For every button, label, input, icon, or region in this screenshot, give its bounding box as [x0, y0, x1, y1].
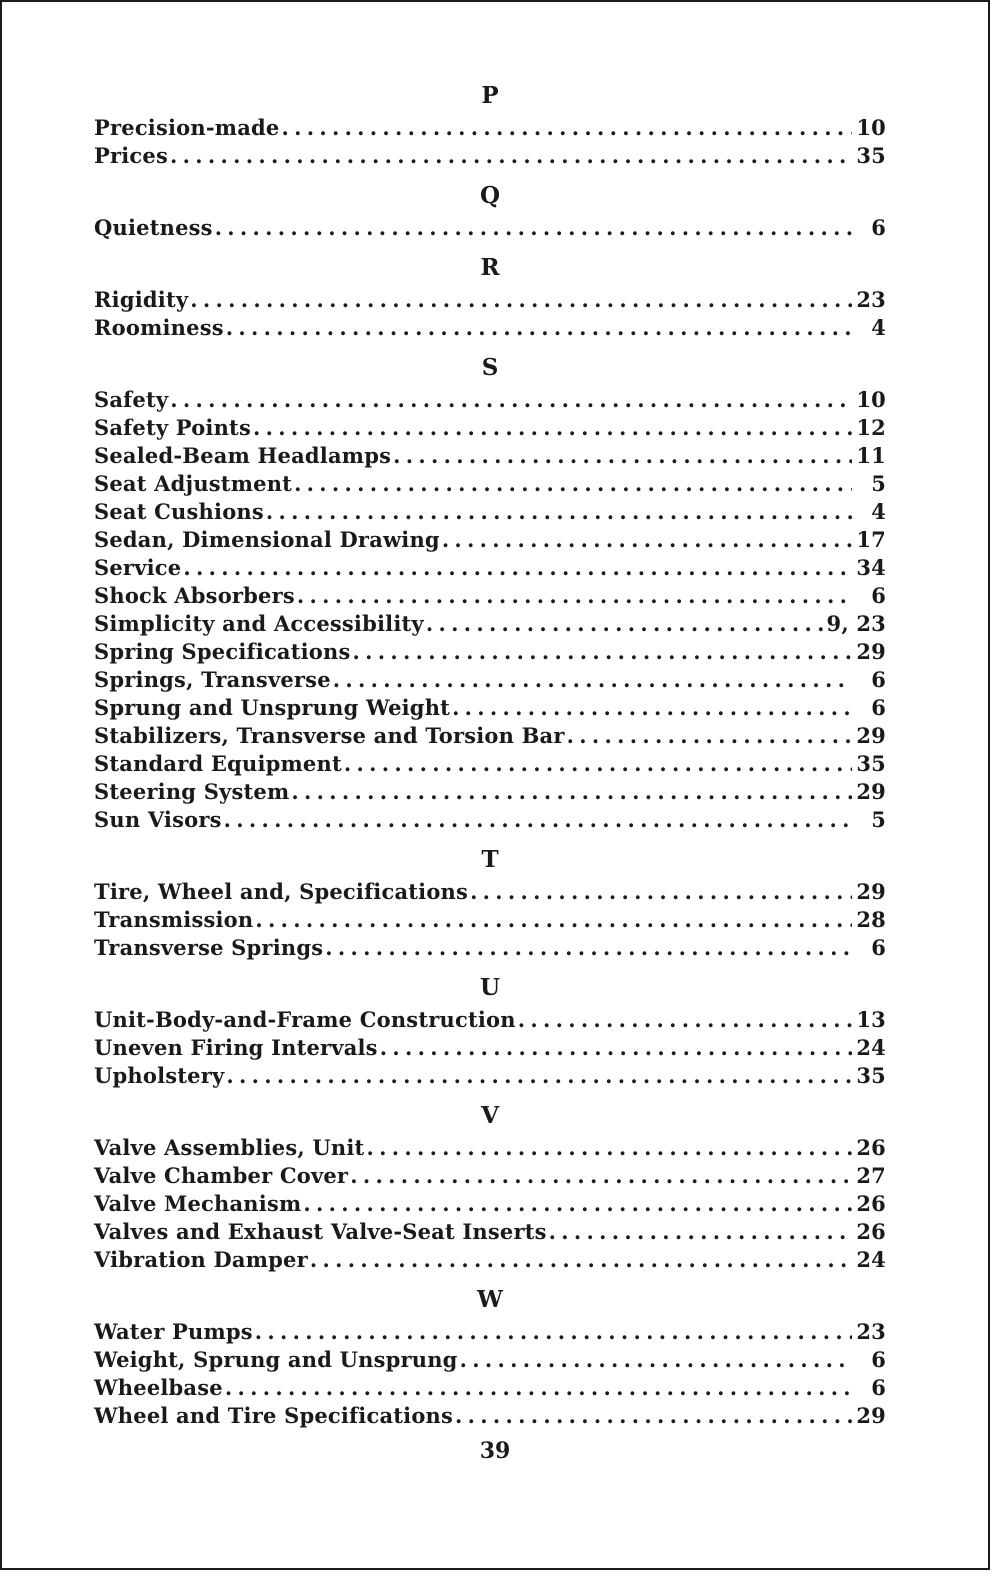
- dot-leader: [393, 442, 852, 470]
- dot-leader: [310, 1246, 852, 1274]
- index-entry-page: 5: [871, 807, 886, 832]
- index-entry-page: 26: [856, 1135, 886, 1160]
- index-entry-term: Safety Points: [94, 415, 251, 440]
- index-entry-page: 27: [856, 1163, 886, 1188]
- index-entry: [94, 638, 886, 666]
- index-entry: [94, 1062, 886, 1090]
- index-entry-term: Sun Visors: [94, 807, 222, 832]
- index-entry-page: 35: [856, 143, 886, 168]
- dot-leader: [518, 1006, 852, 1034]
- index-entry: [94, 1190, 886, 1218]
- index-entry-page: 23: [856, 1319, 886, 1344]
- dot-leader: [224, 806, 852, 834]
- dot-leader: [366, 1134, 852, 1162]
- section-letter-v: V: [481, 1102, 499, 1129]
- index-entry: [94, 694, 886, 722]
- index-entry: [94, 526, 886, 554]
- index-entry-term: Precision-made: [94, 115, 280, 140]
- dot-leader: [253, 414, 852, 442]
- index-entry-page: 17: [856, 527, 886, 552]
- index-entry-page: 6: [871, 1375, 886, 1400]
- dot-leader: [297, 582, 852, 610]
- index-entry: [94, 806, 886, 834]
- section-spacer: [94, 834, 886, 840]
- index-entry-page: 26: [856, 1219, 886, 1244]
- section-spacer: [94, 170, 886, 176]
- index-entry-term: Water Pumps: [94, 1319, 253, 1344]
- index-entry-term: Stabilizers, Transverse and Torsion Bar: [94, 723, 565, 748]
- index-entry: [94, 142, 886, 170]
- dot-leader: [190, 286, 852, 314]
- index-entry-page: 10: [856, 387, 886, 412]
- index-entry-term: Sedan, Dimensional Drawing: [94, 527, 440, 552]
- dot-leader: [333, 666, 852, 694]
- dot-leader: [303, 1190, 852, 1218]
- index-entry-page: 13: [856, 1007, 886, 1032]
- index-entry-term: Valve Chamber Cover: [94, 1163, 349, 1188]
- index-entry-term: Weight, Sprung and Unsprung: [94, 1347, 458, 1372]
- index-entry-page: 26: [856, 1191, 886, 1216]
- index-entry-term: Wheel and Tire Specifications: [94, 1403, 454, 1428]
- section-spacer: [94, 1090, 886, 1096]
- index-entry-term: Wheelbase: [94, 1375, 223, 1400]
- index-entry-page: 9, 23: [826, 611, 886, 636]
- index-entry: [94, 934, 886, 962]
- index-entry-term: Transverse Springs: [94, 935, 324, 960]
- index-entry: [94, 442, 886, 470]
- index-entry-term: Valve Mechanism: [94, 1191, 302, 1216]
- dot-leader: [170, 142, 852, 170]
- index-entry: [94, 386, 886, 414]
- index-entry: [94, 1246, 886, 1274]
- index-entry-page: 34: [856, 555, 886, 580]
- dot-leader: [281, 114, 852, 142]
- index-entry-term: Roominess: [94, 315, 224, 340]
- dot-leader: [255, 1318, 852, 1346]
- index-entry-page: 29: [856, 639, 886, 664]
- dot-leader: [170, 386, 852, 414]
- index-entry: [94, 582, 886, 610]
- index-entry-term: Sprung and Unsprung Weight: [94, 695, 451, 720]
- index-entry-page: 24: [856, 1247, 886, 1272]
- index-entry: [94, 554, 886, 582]
- index-entry-term: Valves and Exhaust Valve-Seat Inserts: [94, 1219, 547, 1244]
- index-entry-term: Seat Adjustment: [94, 471, 293, 496]
- index-entry: [94, 906, 886, 934]
- index-entry-page: 12: [856, 415, 886, 440]
- dot-leader: [325, 934, 852, 962]
- index-entry-term: Standard Equipment: [94, 751, 342, 776]
- section-letter-u: U: [479, 974, 501, 1001]
- section-letter-q: Q: [479, 182, 501, 209]
- index-entry: [94, 1134, 886, 1162]
- index-entry-page: 29: [856, 879, 886, 904]
- index-entry: [94, 470, 886, 498]
- dot-leader: [380, 1034, 852, 1062]
- index-list: [94, 76, 886, 1430]
- index-entry: [94, 666, 886, 694]
- index-entry-page: 28: [856, 907, 886, 932]
- index-entry: [94, 498, 886, 526]
- index-entry: [94, 878, 886, 906]
- index-entry-page: 6: [871, 667, 886, 692]
- index-entry-term: Spring Specifications: [94, 639, 351, 664]
- index-entry-page: 11: [856, 443, 886, 468]
- index-entry-page: 6: [871, 1347, 886, 1372]
- index-entry-term: Safety: [94, 387, 169, 412]
- section-letter-p: P: [481, 82, 499, 109]
- index-entry-page: 4: [871, 315, 886, 340]
- section-letter-w: W: [477, 1286, 503, 1313]
- index-entry: [94, 1034, 886, 1062]
- dot-leader: [226, 1062, 852, 1090]
- index-entry-term: Springs, Transverse: [94, 667, 331, 692]
- dot-leader: [266, 498, 852, 526]
- index-entry: [94, 214, 886, 242]
- index-entry-page: 29: [856, 723, 886, 748]
- dot-leader: [225, 1374, 852, 1402]
- dot-leader: [183, 554, 852, 582]
- dot-leader: [549, 1218, 852, 1246]
- section-spacer: [94, 962, 886, 968]
- index-entry-page: 4: [871, 499, 886, 524]
- index-entry-page: 29: [856, 1403, 886, 1428]
- index-entry-page: 35: [856, 751, 886, 776]
- index-entry-page: 6: [871, 215, 886, 240]
- index-entry-page: 23: [856, 287, 886, 312]
- dot-leader: [255, 906, 852, 934]
- dot-leader: [291, 778, 852, 806]
- index-entry-term: Vibration Damper: [94, 1247, 308, 1272]
- index-entry: [94, 414, 886, 442]
- index-entry: [94, 1318, 886, 1346]
- dot-leader: [426, 610, 823, 638]
- index-entry-term: Upholstery: [94, 1063, 225, 1088]
- section-spacer: [94, 342, 886, 348]
- index-entry: [94, 1374, 886, 1402]
- index-entry-page: 6: [871, 583, 886, 608]
- index-entry-term: Service: [94, 555, 182, 580]
- dot-leader: [344, 750, 852, 778]
- index-entry-page: 29: [856, 779, 886, 804]
- index-entry-term: Quietness: [94, 215, 213, 240]
- index-entry-page: 5: [871, 471, 886, 496]
- section-letter-r: R: [480, 254, 500, 281]
- index-entry-term: Prices: [94, 143, 169, 168]
- index-entry-term: Uneven Firing Intervals: [94, 1035, 378, 1060]
- dot-leader: [470, 878, 852, 906]
- index-entry: [94, 1346, 886, 1374]
- index-entry-term: Shock Absorbers: [94, 583, 295, 608]
- index-entry: [94, 1402, 886, 1430]
- section-letter-t: T: [481, 846, 499, 873]
- index-entry-term: Tire, Wheel and, Specifications: [94, 879, 469, 904]
- index-entry: [94, 1218, 886, 1246]
- dot-leader: [353, 638, 852, 666]
- index-entry-page: 35: [856, 1063, 886, 1088]
- index-entry-page: 6: [871, 935, 886, 960]
- index-entry-term: Unit-Body-and-Frame Construction: [94, 1007, 516, 1032]
- section-letter-s: S: [481, 354, 499, 381]
- dot-leader: [294, 470, 852, 498]
- index-entry-page: 10: [856, 115, 886, 140]
- dot-leader: [455, 1402, 852, 1430]
- index-entry-term: Seat Cushions: [94, 499, 264, 524]
- dot-leader: [460, 1346, 852, 1374]
- index-entry-term: Sealed-Beam Headlamps: [94, 443, 392, 468]
- index-entry: [94, 1162, 886, 1190]
- dot-leader: [215, 214, 852, 242]
- index-entry: [94, 750, 886, 778]
- dot-leader: [442, 526, 852, 554]
- dot-leader: [567, 722, 852, 750]
- index-entry-term: Transmission: [94, 907, 254, 932]
- index-entry-term: Steering System: [94, 779, 290, 804]
- dot-leader: [226, 314, 852, 342]
- section-spacer: [94, 1274, 886, 1280]
- page-number: 39: [479, 1438, 511, 1464]
- index-entry: [94, 610, 886, 638]
- dot-leader: [452, 694, 852, 722]
- index-entry: [94, 286, 886, 314]
- index-entry: [94, 114, 886, 142]
- index-entry: [94, 1006, 886, 1034]
- index-entry: [94, 314, 886, 342]
- index-entry-page: 24: [856, 1035, 886, 1060]
- section-spacer: [94, 242, 886, 248]
- index-entry-term: Valve Assemblies, Unit: [94, 1135, 365, 1160]
- index-entry: [94, 778, 886, 806]
- dot-leader: [350, 1162, 852, 1190]
- index-entry-term: Rigidity: [94, 287, 189, 312]
- index-entry-term: Simplicity and Accessibility: [94, 611, 424, 636]
- index-entry-page: 6: [871, 695, 886, 720]
- index-entry: [94, 722, 886, 750]
